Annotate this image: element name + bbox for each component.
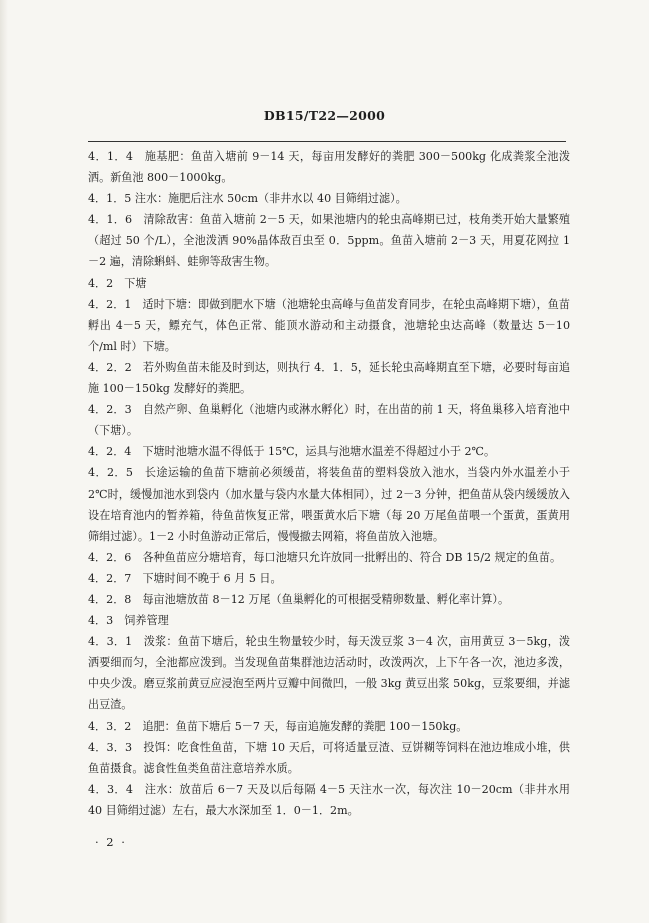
- clause-4-2-6: 4．2．6 各种鱼苗应分塘培育，每口池塘只允许放同一批孵出的、符合 DB 15/2 规定的鱼苗。: [88, 550, 562, 564]
- clause-4-3-2: 4．3．2 追肥：鱼苗下塘后 5－7 天，每亩追施发酵的粪肥 100－150kg。: [88, 719, 468, 733]
- clause-4-1-5: 4．1．5 注水：施肥后注水 50cm（非井水以 40 目筛绢过滤）。: [88, 192, 407, 206]
- document-body: [88, 146, 570, 821]
- clause-4-2-4: 4．2．4 下塘时池塘水温不得低于 15℃，运具与池塘水温差不得超过小于 2℃。: [88, 445, 496, 459]
- clause-4-2-2: 4．2．2 若外购鱼苗未能及时到达，则执行 4．1．5，延长轮虫高峰期直至下塘，必要时每亩追施 100－150kg 发酵好的粪肥。: [88, 360, 570, 396]
- clause-4-3-1: 4．3．1 泼浆：鱼苗下塘后，轮虫生物量较少时，每天泼豆浆 3－4 次，亩用黄豆 3－5kg，泼洒要细而匀，全池都应泼到。当发现鱼苗集群池边活动时，改泼两次，上下午各一次，池边多泼，中央少泼。磨豆浆前黄豆应浸泡至两片豆瓣中间微凹，一般 3kg 黄豆出浆 50kg，豆浆要细，并滤出豆渣。: [88, 635, 570, 712]
- clause-4-2-1: 4．2．1 适时下塘：即做到肥水下塘（池塘轮虫高峰与鱼苗发育同步，在轮虫高峰期下塘），鱼苗孵出 4－5 天，鳔充气，体色正常、能顶水游动和主动摄食，池塘轮虫达高峰（数量达 5－10 个/ml 时）下塘。: [88, 297, 570, 353]
- doc-number-header: DB15/T22—2000: [263, 108, 386, 123]
- clause-4-1-6: 4．1．6 清除敌害：鱼苗入塘前 2－5 天，如果池塘内的轮虫高峰期已过，枝角类开始大量繁殖（超过 50 个/L），全池泼洒 90%晶体敌百虫至 0．5ppm。鱼苗入塘前 2－3 天，用夏花网拉 1－2 遍，清除蝌蚪、蛙卵等敌害生物。: [88, 213, 570, 269]
- clause-4-3-4: 4．3．4 注水：放苗后 6－7 天及以后每隔 4－5 天注水一次，每次注 10－20cm（非井水用 40 目筛绢过滤）左右，最大水深加至 1．0－1．2m。: [88, 782, 570, 817]
- clause-4-2-8: 4．2．8 每亩池塘放苗 8－12 万尾（鱼巢孵化的可根据受精卵数量、孵化率计算）。: [88, 592, 510, 606]
- scan-edge-shadow: [0, 0, 8, 923]
- clause-4-2-5: 4．2．5 长途运输的鱼苗下塘前必须缓苗，将装鱼苗的塑料袋放入池水，当袋内外水温差小于 2℃时，缓慢加池水到袋内（加水量与袋内水量大体相同），过 2－3 分钟，把鱼苗从袋内缓缓放入设在培育池内的暂养箱，待鱼苗恢复正常，喂蛋黄水后下塘（每 20 万尾鱼苗喂一个蛋黄，蛋黄用筛绢过滤）。1－2 小时鱼游动正常后，慢慢撤去网箱，将鱼苗放入池塘。: [88, 466, 570, 543]
- section-4-3-heading: 4．3 饲养管理: [88, 614, 169, 628]
- clause-4-2-3: 4．2．3 自然产卵、鱼巢孵化（池塘内或淋水孵化）时，在出苗的前 1 天，将鱼巢移入培育池中（下塘）。: [88, 403, 570, 438]
- clause-4-3-3: 4．3．3 投饵：吃食性鱼苗，下塘 10 天后，可将适量豆渣、豆饼糊等饲料在池边堆成小堆，供鱼苗摄食。滤食性鱼类鱼苗注意培养水质。: [88, 740, 570, 775]
- clause-4-1-4: 4．1．4 施基肥：鱼苗入塘前 9－14 天，每亩用发酵好的粪肥 300－500kg 化成粪浆全池泼洒。新鱼池 800－1000kg。: [88, 150, 570, 185]
- clause-4-2-7: 4．2．7 下塘时间不晚于 6 月 5 日。: [88, 571, 282, 585]
- page-number: · 2 ·: [95, 835, 127, 849]
- header-divider: [88, 141, 566, 142]
- section-4-2-heading: 4．2 下塘: [88, 276, 147, 290]
